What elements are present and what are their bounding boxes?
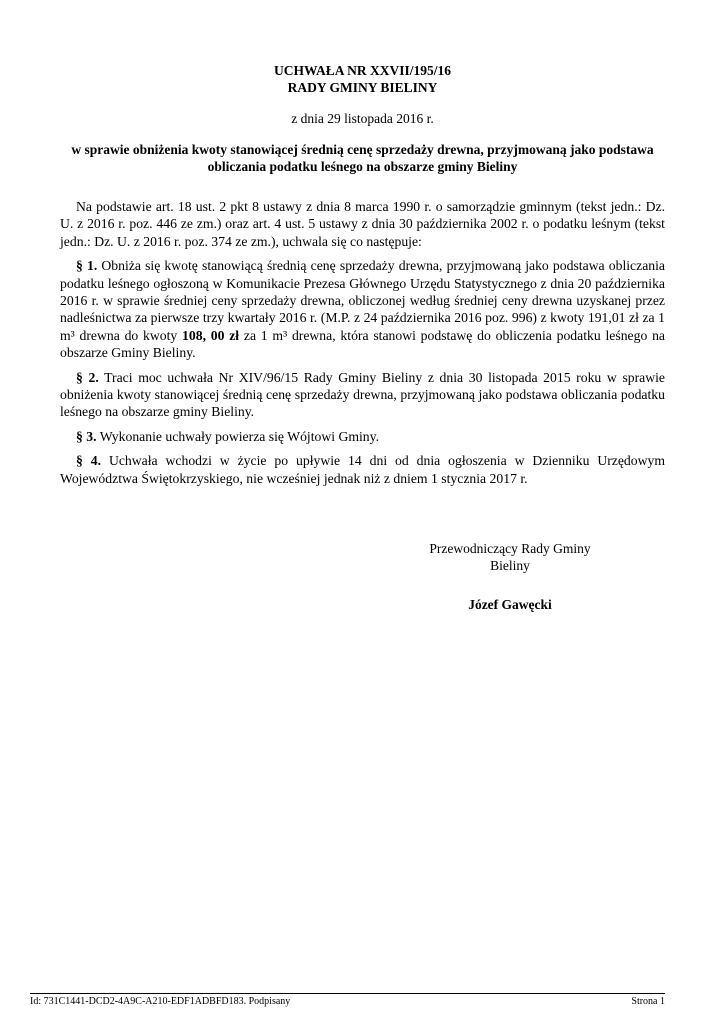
paragraph-4 bbox=[60, 452, 665, 487]
preamble: Na podstawie art. 18 ust. 2 pkt 8 ustawy z dnia 8 marca 1990 r. o samorządzie gminnym (tekst jedn.: Dz. U. z 2016 r. poz. 446 ze zm.) oraz art. 4 ust. 5 ustawy z dnia 30 października 2002 r. o podatku leśnym (tekst jedn.: Dz. U. z 2016 r. poz. 374 ze zm.), uchwala się co następuje: bbox=[60, 199, 665, 249]
paragraph-1-amount: 108, 00 zł bbox=[182, 327, 240, 343]
paragraph-2-text: Traci moc uchwała Nr XIV/96/15 Rady Gminy Bieliny z dnia 30 listopada 2015 roku w sprawie obniżenia kwoty stanowiącej średnią cenę sprzedaży drewna, przyjmowaną jako podstawa obliczania podatku leśnego na obszarze gminy Bieliny. bbox=[60, 369, 666, 420]
signature-block bbox=[400, 540, 620, 613]
document-id: Id: 731C1441-DCD2-4A9C-A210-EDF1ADBFD183. Podpisany bbox=[30, 996, 291, 1007]
paragraph-2-label: § 2. bbox=[76, 369, 99, 385]
paragraph-1-text-b: za 1 m³ drewna, która stanowi podstawę do obliczenia podatku leśnego na obszarze Gminy Bieliny. bbox=[60, 327, 665, 361]
council-name: RADY GMINY BIELINY bbox=[287, 80, 438, 95]
subject-line-2: obliczania podatku leśnego na obszarze gminy Bieliny bbox=[207, 159, 518, 174]
paragraph-1-label: § 1. bbox=[76, 258, 98, 274]
paragraph-1 bbox=[60, 257, 665, 361]
paragraph-3 bbox=[60, 428, 665, 445]
resolution-date: z dnia 29 listopada 2016 r. bbox=[291, 111, 434, 126]
paragraph-4-text: Uchwała wchodzi w życie po upływie 14 dni od dnia ogłoszenia w Dzienniku Urzędowym Województwa Świętokrzyskiego, nie wcześniej jednak niż z dniem 1 stycznia 2017 r. bbox=[60, 453, 665, 486]
page-footer bbox=[30, 996, 665, 1008]
resolution-body bbox=[60, 198, 665, 494]
paragraph-3-label: § 3. bbox=[76, 428, 97, 444]
signatory-role: Przewodniczący Rady Gminy bbox=[429, 541, 591, 556]
subject-line-1: w sprawie obniżenia kwoty stanowiącej średnią cenę sprzedaży drewna, przyjmowaną jako podstawa bbox=[71, 142, 654, 157]
signatory-name: Józef Gawęcki bbox=[468, 597, 552, 612]
paragraph-2 bbox=[60, 369, 665, 421]
resolution-subject bbox=[60, 141, 665, 175]
page-number: Strona 1 bbox=[631, 996, 665, 1007]
footer-divider bbox=[30, 993, 665, 994]
signatory-role-municipality: Bieliny bbox=[490, 558, 530, 573]
paragraph-1-text-a: Obniża się kwotę stanowiącą średnią cenę sprzedaży drewna, przyjmowaną jako podstawa obliczania podatku leśnego ogłoszoną w Komunikacie Prezesa Głównego Urzędu Statystycznego z dnia 20 października 2016 r. w sprawie średniej ceny sprzedaży drewna, obliczonej według średniej ceny drewna uzyskanej przez nadleśnictwa za pierwsze trzy kwartały 2016 r. (M.P. z 24 października 2016 poz. 996) z kwoty 191,01 zł za 1 m³ drewna do kwoty bbox=[60, 258, 666, 343]
paragraph-4-label: § 4. bbox=[76, 453, 102, 469]
resolution-number: UCHWAŁA NR XXVII/195/16 bbox=[273, 63, 452, 78]
paragraph-3-text: Wykonanie uchwały powierza się Wójtowi Gminy. bbox=[96, 428, 380, 444]
